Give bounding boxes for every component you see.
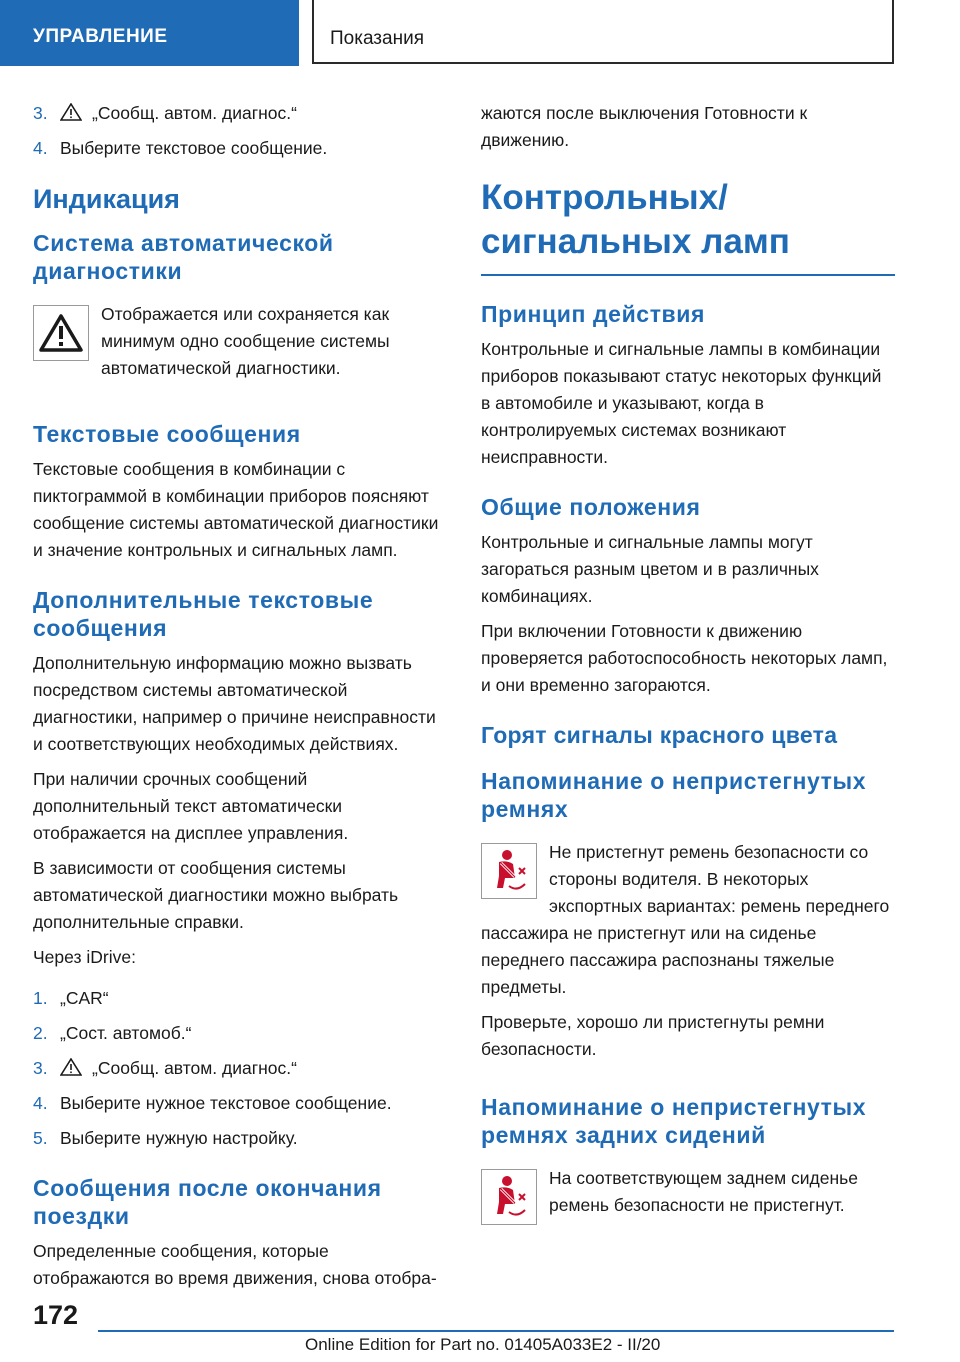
system-text: Отображается или сохраняется как минимум одно сообщение системы автоматической диагностики. — [101, 304, 390, 378]
heading-after-trip: Сообщения после окончания поездки — [33, 1175, 382, 1229]
heading-system: Система автоматической диагностики — [33, 230, 334, 284]
heading-red-signals: Горят сигналы красного цвета — [481, 722, 838, 748]
principle-paragraph: Контрольные и сигнальные лампы в комбинации приборов показывают статус некоторых функций в автомобиле и указывают, когда в контролируемых системах возникают неисправности. — [481, 339, 882, 467]
heading-indication: Индикация — [33, 184, 180, 214]
belt-note — [481, 839, 895, 1009]
list-item: 4. Выберите нужное текстовое сообщение. — [33, 1093, 392, 1113]
additional-p4: Через iDrive: — [33, 947, 136, 967]
header-section-label: УПРАВЛЕНИЕ — [33, 26, 168, 47]
heading-general: Общие положения — [481, 494, 701, 520]
list-item: 5. Выберите нужную настройку. — [33, 1128, 298, 1148]
belt-p1: Не пристегнут ремень безопасности со стороны водителя. В некоторых экспортных вариантах: ремень переднего пассажира не пристегнут или на сиденье переднего пассажира распознаны тяжелые предметы. — [481, 842, 890, 997]
header-chapter-label: Показания — [330, 28, 424, 49]
additional-p2: При наличии срочных сообщений дополнительный текст автоматически отображается на дисплее управления. — [33, 769, 349, 843]
continued-paragraph: жаются после выключения Готовности к движению. — [481, 103, 808, 150]
belt-rear-paragraph: На соответствующем заднем сиденье ремень безопасности не пристегнут. — [549, 1168, 858, 1215]
left-column — [33, 100, 447, 1300]
general-p1: Контрольные и сигнальные лампы могут загораться разным цветом и в различных комбинациях. — [481, 532, 819, 606]
seatbelt-warning-icon — [487, 1174, 531, 1220]
heading-text-messages: Текстовые сообщения — [33, 421, 301, 447]
warning-triangle-icon — [38, 313, 84, 353]
warning-triangle-icon — [60, 103, 82, 121]
system-note — [33, 301, 447, 390]
footer-text: Online Edition for Part no. 01405A033E2 - II/20 — [305, 1335, 661, 1354]
text-messages-paragraph: Текстовые сообщения в комбинации с пиктограммой в комбинации приборов поясняют сообщение системы автоматической диагностики и значение контрольных и сигнальных ламп. — [33, 459, 439, 560]
heading-additional: Дополнительные текстовые сообщения — [33, 587, 374, 641]
after-trip-paragraph: Определенные сообщения, которые отображаются во время движения, снова отобра- — [33, 1241, 437, 1288]
warning-triangle-icon — [60, 1058, 82, 1076]
page-number: 172 — [33, 1300, 79, 1330]
header-chapter-box — [312, 0, 894, 64]
belt-p2: Проверьте, хорошо ли пристегнуты ремни безопасности. — [481, 1012, 825, 1059]
heading-principle: Принцип действия — [481, 301, 706, 327]
additional-p3: В зависимости от сообщения системы автоматической диагностики можно выбрать дополнительные справки. — [33, 858, 399, 932]
heading-rule — [481, 274, 895, 276]
list-item: 3. „Сообщ. автом. диагнос.“ — [33, 1058, 297, 1078]
heading-belt-reminder: Напоминание о непристегнутых ремнях — [481, 768, 867, 822]
header-section-tab — [0, 0, 299, 66]
list-item: 2. „Сост. автомоб.“ — [33, 1023, 192, 1043]
general-p2: При включении Готовности к движению проверяется работоспособность некоторых ламп, и они временно загораются. — [481, 621, 888, 695]
list-item: 1. „CAR“ — [33, 988, 109, 1008]
additional-p1: Дополнительную информацию можно вызвать посредством системы автоматической диагностики, например о причине неисправности и соответствующих необходимых действиях. — [33, 653, 436, 754]
belt-rear-note — [481, 1165, 895, 1229]
heading-lamps: Контрольных/сигнальных ламп — [481, 178, 790, 261]
right-column — [481, 100, 895, 1229]
seatbelt-warning-icon — [487, 848, 531, 894]
list-item: 4. Выберите текстовое сообщение. — [33, 138, 328, 158]
heading-belt-rear: Напоминание о непристегнутых ремнях задних сидений — [481, 1094, 867, 1148]
footer-rule — [98, 1330, 894, 1332]
list-item: 3. „Сообщ. автом. диагнос.“ — [33, 103, 297, 123]
